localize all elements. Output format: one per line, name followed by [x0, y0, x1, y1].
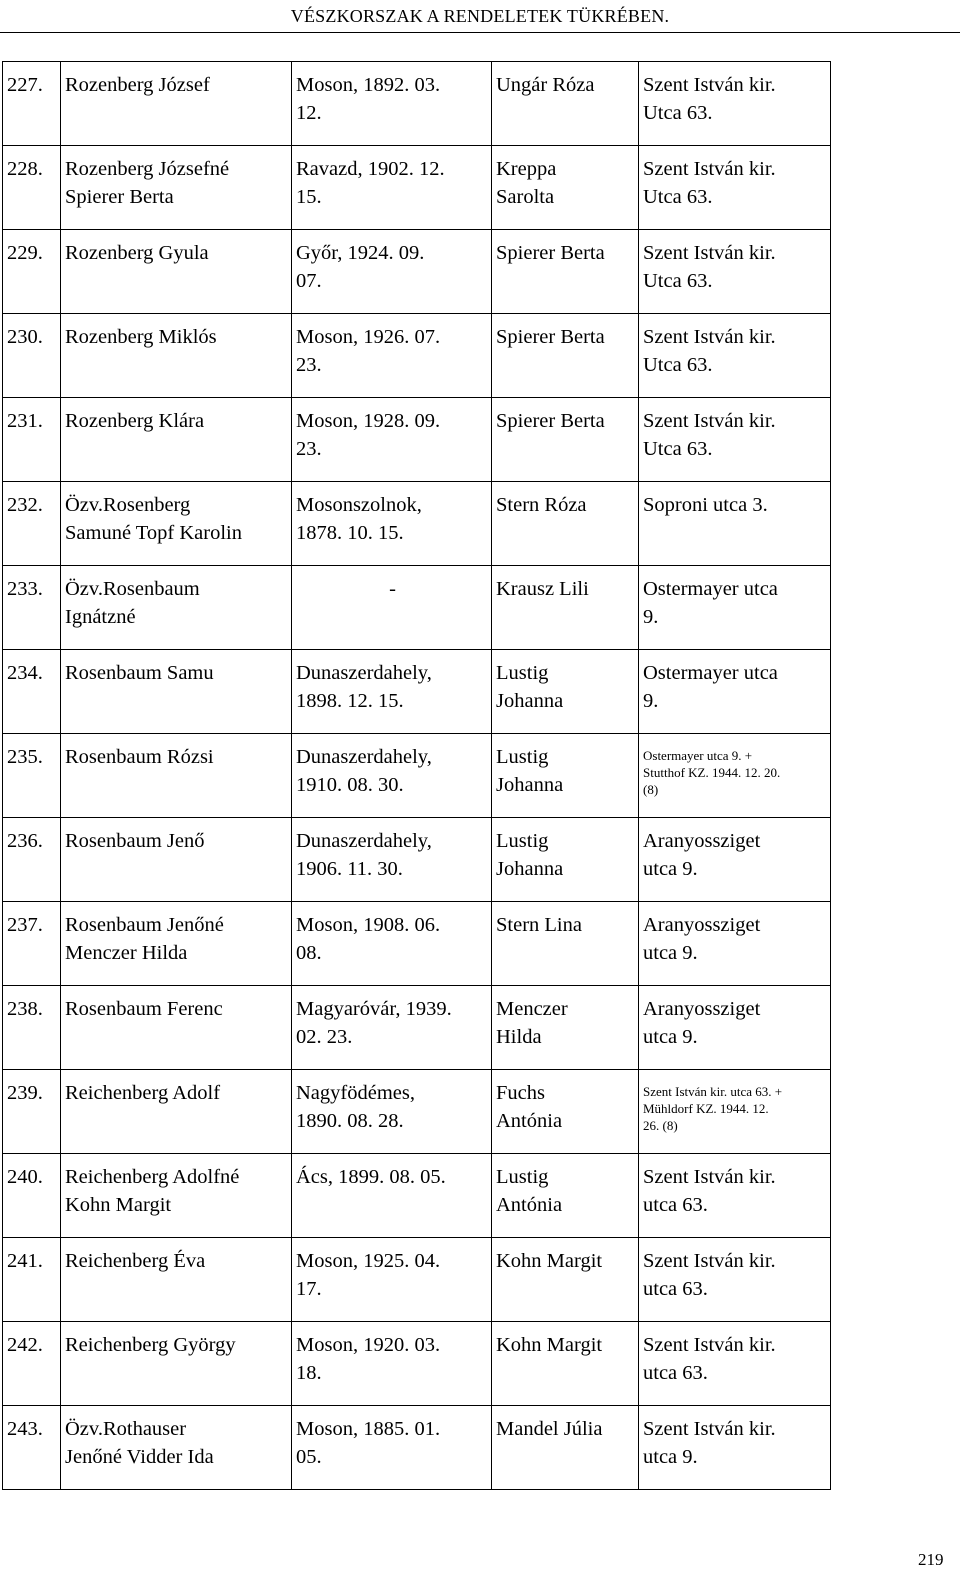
birth-place-date-cell: Moson, 1885. 01. 05.	[292, 1406, 492, 1490]
person-name-cell: Rozenberg József	[61, 62, 292, 146]
entry-number-cell: 236.	[3, 818, 61, 902]
person-name-cell: Reichenberg Éva	[61, 1238, 292, 1322]
table-row	[3, 482, 831, 566]
person-name-cell: Özv.Rosenbaum Ignátzné	[61, 566, 292, 650]
birth-place-date-cell: Dunaszerdahely, 1910. 08. 30.	[292, 734, 492, 818]
table-row	[3, 62, 831, 146]
address-cell: Szent István kir. Utca 63.	[639, 398, 831, 482]
table-row	[3, 1070, 831, 1154]
person-name-cell: Rosenbaum Samu	[61, 650, 292, 734]
address-cell: Aranyossziget utca 9.	[639, 902, 831, 986]
entry-number-cell: 239.	[3, 1070, 61, 1154]
entry-number-cell: 242.	[3, 1322, 61, 1406]
table-row	[3, 1406, 831, 1490]
table-row	[3, 398, 831, 482]
person-name-cell: Rosenbaum Jenő	[61, 818, 292, 902]
table-row	[3, 314, 831, 398]
entry-number-cell: 232.	[3, 482, 61, 566]
person-name-cell: Rosenbaum Jenőné Menczer Hilda	[61, 902, 292, 986]
table-row	[3, 146, 831, 230]
address-cell: Szent István kir. utca 9.	[639, 1406, 831, 1490]
mother-name-cell: Spierer Berta	[492, 398, 639, 482]
entry-number-cell: 235.	[3, 734, 61, 818]
birth-place-date-cell: -	[292, 566, 492, 650]
person-name-cell: Rozenberg Józsefné Spierer Berta	[61, 146, 292, 230]
birth-place-date-cell: Moson, 1920. 03. 18.	[292, 1322, 492, 1406]
birth-place-date-cell: Nagyfödémes, 1890. 08. 28.	[292, 1070, 492, 1154]
mother-name-cell: Kohn Margit	[492, 1322, 639, 1406]
page-number: 219	[918, 1550, 944, 1569]
person-name-cell: Rosenbaum Rózsi	[61, 734, 292, 818]
mother-name-cell: Krausz Lili	[492, 566, 639, 650]
person-name-cell: Rosenbaum Ferenc	[61, 986, 292, 1070]
person-name-cell: Rozenberg Miklós	[61, 314, 292, 398]
entry-number-cell: 228.	[3, 146, 61, 230]
entry-number-cell: 230.	[3, 314, 61, 398]
table-row	[3, 734, 831, 818]
birth-place-date-cell: Moson, 1908. 06. 08.	[292, 902, 492, 986]
address-cell: Ostermayer utca 9. + Stutthof KZ. 1944. 12. 20. (8)	[639, 734, 831, 818]
birth-place-date-cell: Dunaszerdahely, 1906. 11. 30.	[292, 818, 492, 902]
table-row	[3, 902, 831, 986]
table-row	[3, 986, 831, 1070]
table-row	[3, 818, 831, 902]
address-cell: Aranyossziget utca 9.	[639, 818, 831, 902]
birth-place-date-cell: Magyaróvár, 1939. 02. 23.	[292, 986, 492, 1070]
person-name-cell: Rozenberg Klára	[61, 398, 292, 482]
entry-number-cell: 227.	[3, 62, 61, 146]
address-cell: Aranyossziget utca 9.	[639, 986, 831, 1070]
mother-name-cell: Lustig Johanna	[492, 818, 639, 902]
mother-name-cell: Menczer Hilda	[492, 986, 639, 1070]
address-cell: Szent István kir. utca 63.	[639, 1322, 831, 1406]
address-cell: Ostermayer utca 9.	[639, 566, 831, 650]
mother-name-cell: Lustig Antónia	[492, 1154, 639, 1238]
table-row	[3, 1154, 831, 1238]
records-table	[2, 61, 831, 1490]
entry-number-cell: 229.	[3, 230, 61, 314]
header-rule	[0, 32, 960, 33]
mother-name-cell: Kreppa Sarolta	[492, 146, 639, 230]
birth-place-date-cell: Moson, 1925. 04. 17.	[292, 1238, 492, 1322]
address-cell: Soproni utca 3.	[639, 482, 831, 566]
mother-name-cell: Lustig Johanna	[492, 734, 639, 818]
records-table-body	[3, 62, 831, 1490]
entry-number-cell: 238.	[3, 986, 61, 1070]
birth-place-date-cell: Ravazd, 1902. 12. 15.	[292, 146, 492, 230]
table-row	[3, 1238, 831, 1322]
mother-name-cell: Ungár Róza	[492, 62, 639, 146]
mother-name-cell: Spierer Berta	[492, 230, 639, 314]
entry-number-cell: 233.	[3, 566, 61, 650]
mother-name-cell: Stern Róza	[492, 482, 639, 566]
address-cell: Szent István kir. Utca 63.	[639, 314, 831, 398]
person-name-cell: Reichenberg György	[61, 1322, 292, 1406]
birth-place-date-cell: Moson, 1926. 07. 23.	[292, 314, 492, 398]
mother-name-cell: Kohn Margit	[492, 1238, 639, 1322]
table-row	[3, 566, 831, 650]
birth-place-date-cell: Mosonszolnok, 1878. 10. 15.	[292, 482, 492, 566]
entry-number-cell: 240.	[3, 1154, 61, 1238]
address-cell: Szent István kir. utca 63.	[639, 1238, 831, 1322]
birth-place-date-cell: Moson, 1892. 03. 12.	[292, 62, 492, 146]
address-cell: Szent István kir. utca 63. + Mühldorf KZ. 1944. 12. 26. (8)	[639, 1070, 831, 1154]
person-name-cell: Reichenberg Adolfné Kohn Margit	[61, 1154, 292, 1238]
entry-number-cell: 231.	[3, 398, 61, 482]
address-cell: Szent István kir. utca 63.	[639, 1154, 831, 1238]
mother-name-cell: Spierer Berta	[492, 314, 639, 398]
entry-number-cell: 234.	[3, 650, 61, 734]
birth-place-date-cell: Ács, 1899. 08. 05.	[292, 1154, 492, 1238]
table-row	[3, 230, 831, 314]
person-name-cell: Rozenberg Gyula	[61, 230, 292, 314]
birth-place-date-cell: Győr, 1924. 09. 07.	[292, 230, 492, 314]
address-cell: Ostermayer utca 9.	[639, 650, 831, 734]
person-name-cell: Özv.Rosenberg Samuné Topf Karolin	[61, 482, 292, 566]
address-cell: Szent István kir. Utca 63.	[639, 62, 831, 146]
table-row	[3, 650, 831, 734]
mother-name-cell: Lustig Johanna	[492, 650, 639, 734]
entry-number-cell: 237.	[3, 902, 61, 986]
person-name-cell: Özv.Rothauser Jenőné Vidder Ida	[61, 1406, 292, 1490]
person-name-cell: Reichenberg Adolf	[61, 1070, 292, 1154]
mother-name-cell: Stern Lina	[492, 902, 639, 986]
address-cell: Szent István kir. Utca 63.	[639, 230, 831, 314]
birth-place-date-cell: Dunaszerdahely, 1898. 12. 15.	[292, 650, 492, 734]
table-row	[3, 1322, 831, 1406]
entry-number-cell: 243.	[3, 1406, 61, 1490]
entry-number-cell: 241.	[3, 1238, 61, 1322]
page-header-title: VÉSZKORSZAK A RENDELETEK TÜKRÉBEN.	[290, 6, 670, 26]
address-cell: Szent István kir. Utca 63.	[639, 146, 831, 230]
mother-name-cell: Mandel Júlia	[492, 1406, 639, 1490]
birth-place-date-cell: Moson, 1928. 09. 23.	[292, 398, 492, 482]
mother-name-cell: Fuchs Antónia	[492, 1070, 639, 1154]
